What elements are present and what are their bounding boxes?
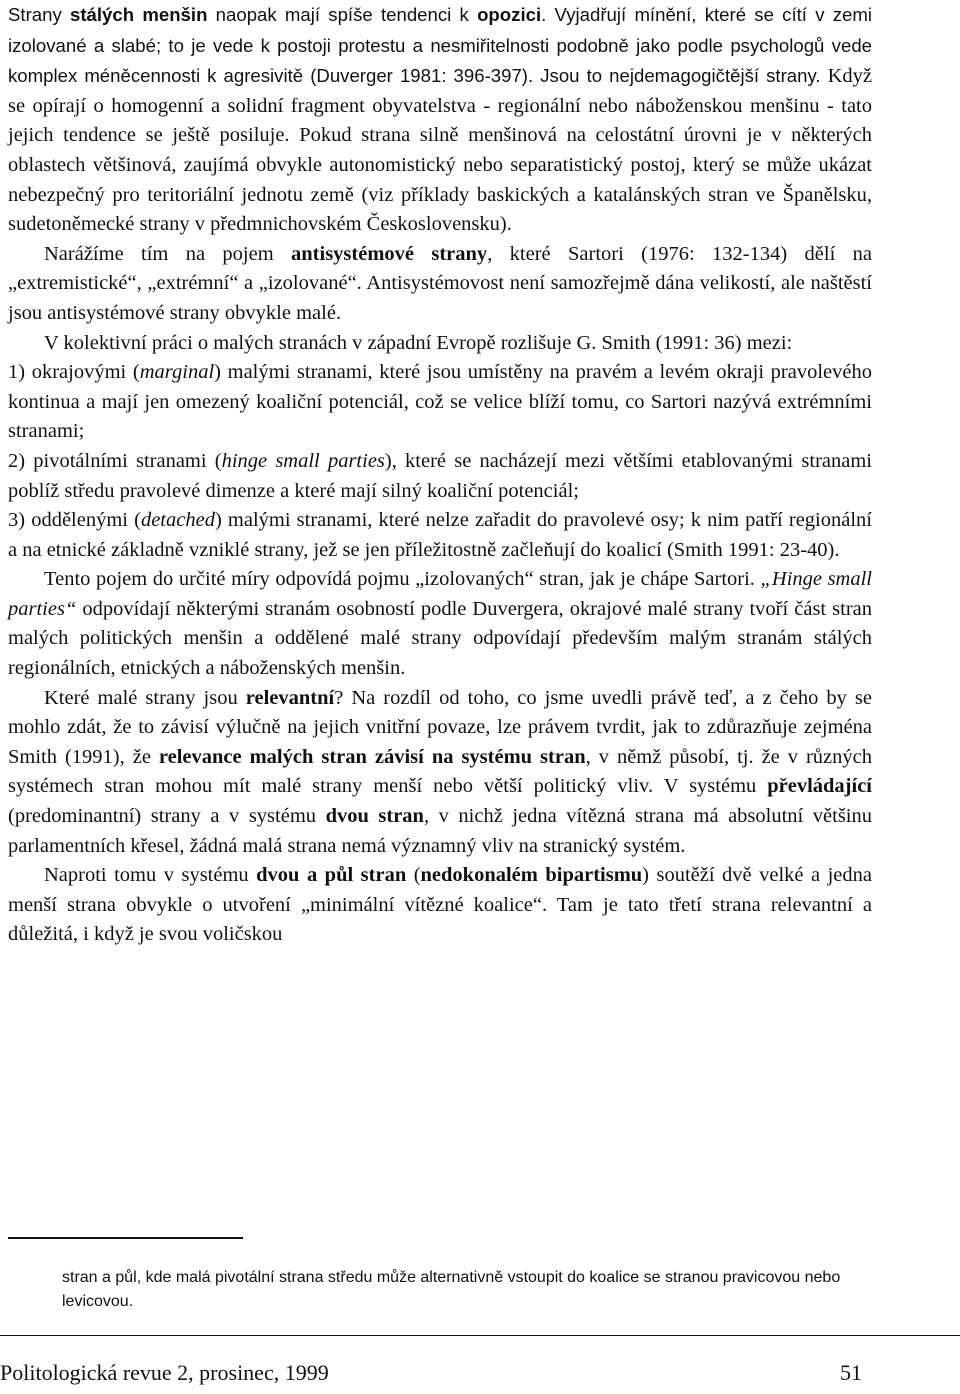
- text-run: ), které se nacházejí mezi většími etablovanými stranami poblíž středu pravolevé dimenze a které mají silný koaliční potenciál;: [8, 449, 873, 502]
- list-item: [8, 506, 872, 565]
- footer-rule: [0, 1335, 960, 1336]
- paragraph-4: [8, 565, 872, 683]
- bold-term: převládající: [767, 775, 872, 798]
- text-run: , v nichž jedna vítězná strana má absolutní většinu parlamentních křesel, žádná malá strana nemá významný vliv na stranický systém.: [8, 805, 873, 857]
- text-run: (predominantní) strany a v systému: [8, 805, 326, 828]
- bold-term: nedokonalém bipartismu: [420, 864, 643, 887]
- footnote: stran a půl, kde malá pivotální strana středu může alternativně vstoupit do koalice se stranou pravicovou nebo levicovou.: [62, 1269, 841, 1310]
- text-run: ) soutěží dvě velké a jedna menší strana obvykle o utvoření „minimální vítězné koalice“. Tam je tato třetí strana relevantní a důležitá, i když je svou voličskou: [8, 864, 872, 946]
- paragraph-1: [8, 0, 872, 240]
- text-run: 2) pivotálními stranami (: [8, 449, 222, 472]
- text-run: ) malými stranami, které jsou umístěny na pravém a levém okraji pravolevého kontinua a mají jen omezený koaliční potenciál, což se velice blíží tomu, co Sartori nazývá extrémními stranami;: [8, 361, 872, 443]
- bold-term: relevantní: [245, 686, 335, 709]
- text-run: 1) okrajovými (: [8, 361, 140, 384]
- text-run: Pokud strana silně menšinová na celostátní úrovni je v některých oblastech většinová, zaujímá obvykle autonomistický nebo separatistický postoj, který se může ukázat nebezpečný pro teritoriální jednotu země (viz příklady baskických a katalánských stran ve Španělsku, sudetoněmecké strany v předmnichovském Československu).: [8, 124, 872, 236]
- footnote-rule: [8, 1237, 243, 1239]
- text-run: , v němž působí, tj. že v různých systémech stran mohou mít malé strany menší nebo větší politický vliv. V systému: [8, 745, 873, 798]
- list-item: [8, 447, 872, 506]
- bold-term: stálých menšin: [70, 4, 208, 25]
- paragraph-2: [8, 240, 872, 329]
- text-run: Které malé strany jsou: [44, 686, 246, 709]
- journal-citation: Politologická revue 2, prosinec, 1999: [0, 1360, 329, 1385]
- text-run: Tento pojem do určité míry odpovídá pojmu „izolovaných“ stran, jak je chápe Sartori.: [44, 568, 761, 591]
- text-run: ) malými stranami, které nelze zařadit do pravolevé osy; k nim patří regionální a na etnické základně vzniklé strany, jež se jen příležitostně začleňují do koalicí (Smith 1991: 23-40).: [8, 509, 872, 561]
- italic-term: marginal: [139, 361, 215, 384]
- bold-term: opozici: [477, 4, 542, 25]
- paragraph-5: [8, 684, 872, 862]
- text-run: .: [541, 4, 555, 25]
- italic-term: „Hinge small parties“: [8, 568, 872, 620]
- text-run: Strany: [8, 4, 70, 25]
- paragraph-3: [8, 329, 872, 359]
- italic-term: detached: [140, 509, 215, 532]
- italic-term: hinge small parties: [221, 449, 385, 472]
- text-run: Naproti tomu v systému: [44, 864, 257, 887]
- list-item: [8, 358, 872, 447]
- text-run: Narážíme tím na pojem: [44, 242, 292, 265]
- text-run: naopak mají spíše tendenci k: [207, 4, 478, 25]
- text-run: 3) oddělenými (: [8, 509, 141, 532]
- bold-term: dvou stran: [325, 805, 424, 828]
- paragraph-6: [8, 861, 872, 950]
- text-run: odpovídají některými stranám osobností podle Duvergera, okrajové malé strany tvoří část stran malých politických menšin a oddělené malé strany odpovídají především malým stranám stálých regionálních, etnických a náboženských menšin.: [8, 597, 872, 680]
- bold-term: antisystémové strany: [291, 242, 488, 265]
- main-text: [8, 0, 872, 950]
- bold-term: dvou a půl stran: [256, 864, 407, 887]
- text-run: (: [406, 864, 421, 887]
- bold-term: relevance malých stran závisí na systému stran: [158, 745, 586, 768]
- text-run: Vyjadřují mínění, které se cítí v zemi izolované a slabé; to je vede k postoji protestu a nesmiřitelnosti podobně jako podle psychologů vede komplex méněcennosti k agresivitě (Duverger 1981: 396-397). Jsou to nejdemagogičtější strany.: [8, 4, 873, 87]
- text-run: Když se opírají o homogenní a solidní fragment obyvatelstva - regionální nebo náboženskou menšinu - tato jejich tendence se ještě posiluje.: [8, 65, 873, 147]
- page-number: 51: [840, 1360, 862, 1385]
- text-run: , které Sartori (1976: 132-134) dělí na „extremistické“, „extrémní“ a „izolované“. Antisystémovost není samozřejmě dána velikostí, ale naštěstí jsou antisystémové strany obvykle malé.: [8, 242, 872, 324]
- text-run: V kolektivní práci o malých stranách v západní Evropě rozlišuje G. Smith (1991: 36) mezi:: [44, 331, 793, 354]
- text-run: ? Na rozdíl od toho, co jsme uvedli právě teď, a z čeho by se mohlo zdát, že to závisí výlučně na jejich vnitřní povaze, lze právem tvrdit, jak to zdůrazňuje zejména Smith (1991), že: [8, 686, 872, 768]
